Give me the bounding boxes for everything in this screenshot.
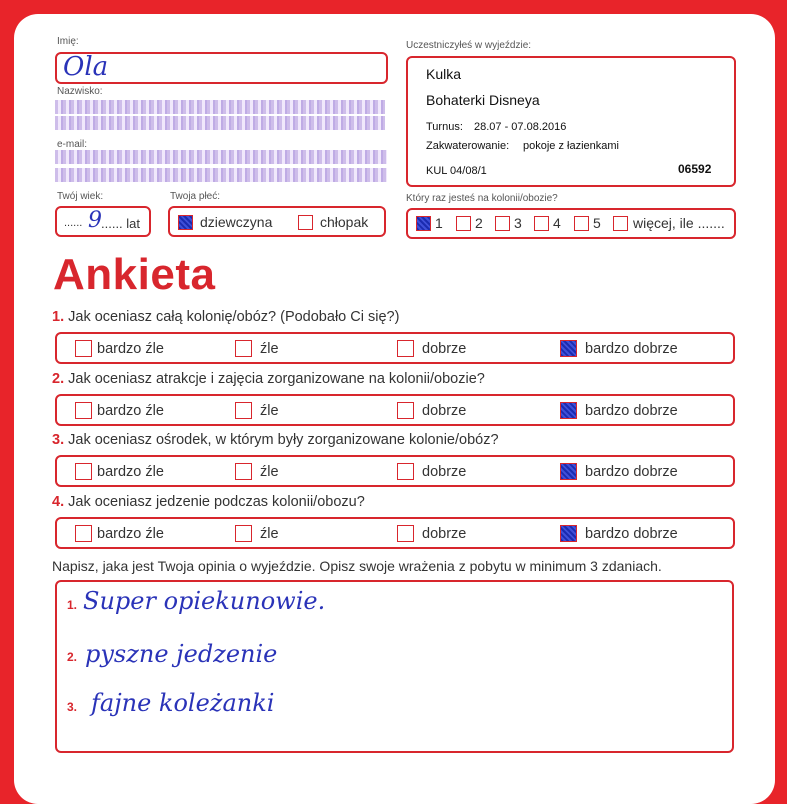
turnus-label: Turnus: <box>426 121 463 133</box>
question-2-option-1: bardzo źle <box>97 403 164 419</box>
times-option-5: 5 <box>593 215 601 231</box>
question-2-option-3: dobrze <box>422 403 467 419</box>
question-4-checkbox-1[interactable] <box>75 525 92 542</box>
question-2-title <box>52 371 485 387</box>
name-value: Ola <box>63 52 109 82</box>
question-1-title <box>52 309 399 325</box>
question-1-checkbox-3[interactable] <box>397 340 414 357</box>
question-3-checkbox-3[interactable] <box>397 463 414 480</box>
gender-option-girl: dziewczyna <box>200 214 273 230</box>
opinion-line-3: fajne koleżanki <box>91 689 275 717</box>
times-checkbox-2[interactable] <box>456 216 471 231</box>
times-option-2: 2 <box>475 215 483 231</box>
question-4-checkbox-4[interactable] <box>560 525 577 542</box>
trip-label: Uczestniczyłeś w wyjeździe: <box>406 40 532 51</box>
opinion-box[interactable] <box>55 580 734 753</box>
opinion-num-3: 3. <box>67 700 78 714</box>
question-4-text: Jak oceniasz jedzenie podczas kolonii/obozu? <box>68 494 365 510</box>
question-3-option-3: dobrze <box>422 464 467 480</box>
question-3-option-2: źle <box>260 464 279 480</box>
opinion-prompt: Napisz, jaka jest Twoja opinia o wyjeździe. Opisz swoje wrażenia z pobytu w minimum 3 zdaniach. <box>52 558 662 574</box>
question-2-checkbox-1[interactable] <box>75 402 92 419</box>
times-option-more: więcej, ile ....... <box>633 215 725 231</box>
question-2-checkbox-2[interactable] <box>235 402 252 419</box>
accommodation-label: Zakwaterowanie: <box>426 140 510 152</box>
name-label: Imię: <box>57 36 79 47</box>
question-2-checkbox-4[interactable] <box>560 402 577 419</box>
question-3-checkbox-1[interactable] <box>75 463 92 480</box>
question-4-option-3: dobrze <box>422 526 467 542</box>
question-2-number: 2. <box>52 371 65 387</box>
gender-checkbox-boy[interactable] <box>298 215 313 230</box>
times-checkbox-5[interactable] <box>574 216 589 231</box>
gender-field <box>168 206 386 237</box>
email-label: e-mail: <box>57 139 88 150</box>
turnus-value: 28.07 - 07.08.2016 <box>474 121 567 133</box>
times-checkbox-more[interactable] <box>613 216 628 231</box>
survey-title: Ankieta <box>53 250 216 299</box>
question-1-option-4: bardzo dobrze <box>585 341 678 357</box>
times-label: Który raz jesteś na kolonii/obozie? <box>406 193 558 204</box>
accommodation-value: pokoje z łazienkami <box>523 140 619 152</box>
question-1-option-2: źle <box>260 341 279 357</box>
trip-line1: Kulka <box>426 66 462 82</box>
question-2-text: Jak oceniasz atrakcje i zajęcia zorganizowane na kolonii/obozie? <box>68 371 485 387</box>
trip-line2: Bohaterki Disneya <box>426 92 540 108</box>
question-3-text: Jak oceniasz ośrodek, w którym były zorganizowane kolonie/obóz? <box>68 432 499 448</box>
question-3-checkbox-4[interactable] <box>560 463 577 480</box>
opinion-line-1: Super opiekunowie. <box>83 587 326 615</box>
question-1-option-1: bardzo źle <box>97 341 164 357</box>
age-prefix: ...... <box>64 217 83 229</box>
question-3-option-4: bardzo dobrze <box>585 464 678 480</box>
age-value: 9 <box>88 208 102 233</box>
times-checkbox-4[interactable] <box>534 216 549 231</box>
opinion-num-1: 1. <box>67 598 78 612</box>
opinion-line-2: pyszne jedzenie <box>85 640 278 668</box>
name-field[interactable] <box>55 52 388 84</box>
trip-number: 06592 <box>678 162 712 176</box>
question-4-title <box>52 494 365 510</box>
times-checkbox-3[interactable] <box>495 216 510 231</box>
question-4-option-1: bardzo źle <box>97 526 164 542</box>
times-option-1: 1 <box>435 215 443 231</box>
question-1-checkbox-1[interactable] <box>75 340 92 357</box>
question-1-number: 1. <box>52 309 65 325</box>
trip-code: KUL 04/08/1 <box>426 165 487 177</box>
gender-label: Twoja płeć: <box>170 191 221 202</box>
question-3-number: 3. <box>52 432 65 448</box>
age-field[interactable] <box>55 206 151 237</box>
question-3-checkbox-2[interactable] <box>235 463 252 480</box>
surname-label: Nazwisko: <box>57 86 103 97</box>
question-3-title <box>52 432 499 448</box>
question-2-option-4: bardzo dobrze <box>585 403 678 419</box>
gender-checkbox-girl[interactable] <box>178 215 193 230</box>
trip-box <box>406 56 736 187</box>
question-2-checkbox-3[interactable] <box>397 402 414 419</box>
question-3-option-1: bardzo źle <box>97 464 164 480</box>
question-4-option-2: źle <box>260 526 279 542</box>
times-option-4: 4 <box>553 215 561 231</box>
question-4-checkbox-3[interactable] <box>397 525 414 542</box>
age-suffix: ...... lat <box>101 216 141 231</box>
question-1-option-3: dobrze <box>422 341 467 357</box>
times-checkbox-1[interactable] <box>416 216 431 231</box>
age-label: Twój wiek: <box>57 191 104 202</box>
question-1-checkbox-2[interactable] <box>235 340 252 357</box>
question-2-option-2: źle <box>260 403 279 419</box>
opinion-num-2: 2. <box>67 650 78 664</box>
question-4-checkbox-2[interactable] <box>235 525 252 542</box>
times-option-3: 3 <box>514 215 522 231</box>
question-1-text: Jak oceniasz całą kolonię/obóz? (Podobało Ci się?) <box>68 309 400 325</box>
times-field <box>406 208 736 239</box>
gender-option-boy: chłopak <box>320 214 369 230</box>
question-4-number: 4. <box>52 494 65 510</box>
question-4-option-4: bardzo dobrze <box>585 526 678 542</box>
question-1-checkbox-4[interactable] <box>560 340 577 357</box>
